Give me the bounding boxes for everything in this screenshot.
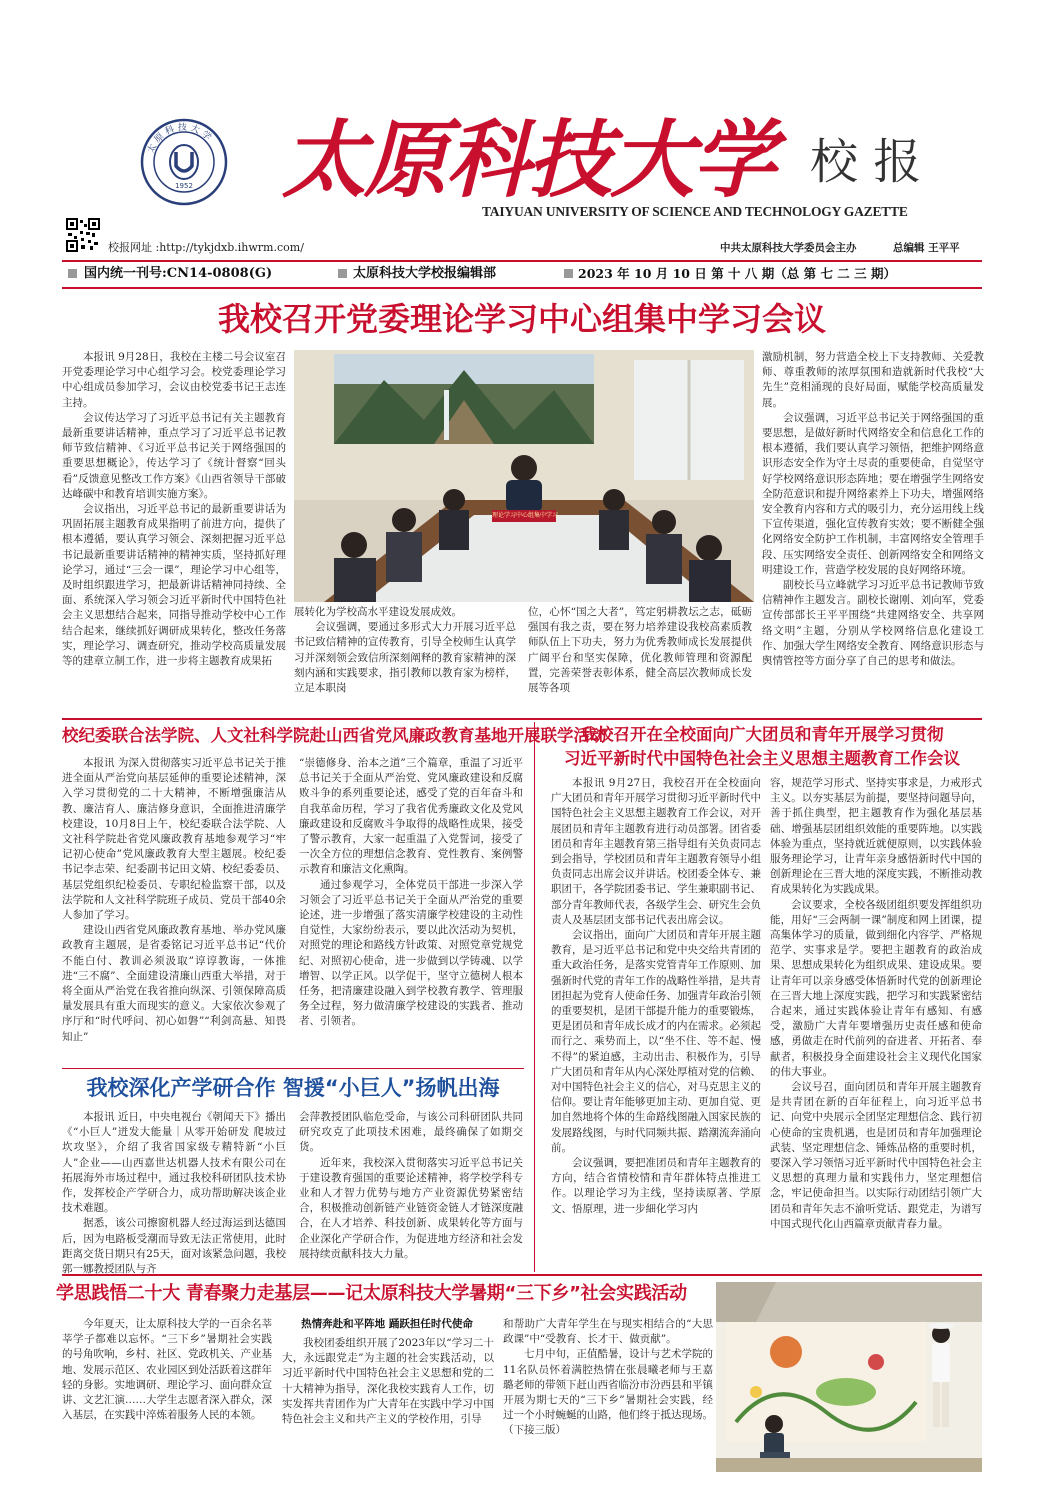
- section-divider: [62, 1274, 982, 1276]
- paragraph: 七月中旬，正值酷暑，设计与艺术学院的11名队员怀着满腔热情在张晨曦老师与王嘉璐老师的带领下赶山西省临汾市汾西县和平镇开展为期七天的“三下乡”暑期社会实践，经过一个小时蜿蜒的山路，他们终于抵达现场。（下接三版）: [503, 1348, 713, 1437]
- issue-date: 2023 年 10 月 10 日 第 十 八 期（总 第 七 二 三 期）: [578, 266, 897, 281]
- paragraph: 容，规范学习形式、坚持实事求是，力戒形式主义。以夯实基层为前提，要坚持问题导向，善于抓住典型，把主题教育作为强化基层基础、增强基层团组织效能的重要阵地。以实践体验为重点，坚持就近就便原则，以实践体验服务理论学习，让青年亲身感悟新时代中国的创新理论在三晋大地的深度实践，不断推动教育成果转化为实践成果。: [770, 777, 982, 896]
- article5-column-3: [503, 1317, 713, 1497]
- editorial-department: 太原科技大学校报编辑部: [353, 266, 497, 281]
- article3-column-1: [551, 776, 761, 1270]
- article2-column-2: [299, 756, 523, 1066]
- photo-banner-text: 理论学习中心组集中学习: [492, 512, 559, 519]
- sponsor-text: 中共太原科技大学委员会主办: [720, 242, 857, 254]
- article2-headline: 校纪委联合法学院、人文社科学院赴山西省党风廉政教育基地开展联学活动: [62, 726, 607, 745]
- paragraph: 会议强调，要通过多形式大力开展习近平总书记致信精神的宣传教育，引导全校师生认真学习并深刻领会致信所深刻阐释的教育家精神的深刻内涵和实践要求，指引教师以教育家为榜样，立足本职岗: [294, 621, 516, 695]
- article1-column-4: [762, 350, 984, 712]
- article3-headline-line-2: 习近平新时代中国特色社会主义思想主题教育工作会议: [564, 749, 960, 768]
- paragraph: 近年来，我校深入贯彻落实习近平总书记关于建设教育强国的重要论述精神，将学校学科专业和人才智力优势与地方产业资源优势紧密结合，积极推动创新链产业链资金链人才链深度融合，在人才培养、科技创新、成果转化等方面与企业深化产学研合作，为促进地方经济和社会发展持续贡献科技大力量。: [299, 1156, 523, 1260]
- chief-editor: 总编辑 王平平: [893, 242, 960, 254]
- meeting-room-photo: [294, 350, 754, 602]
- article5-column-1: [62, 1317, 272, 1497]
- bullet-square-icon: [564, 269, 573, 278]
- article4-column-2: [299, 1110, 523, 1270]
- paragraph: 本报讯 近日，中央电视台《朝闻天下》播出《“小巨人”迸发大能量｜从零开始研发 爬坡过坎攻坚》，介绍了我省国家级专精特新“小巨人”企业——山西嘉世达机器人技术有限公司在拓展海外市场过程中，通过我校科研团队技术协作，发挥校企产学研合力，成功帮助解决该企业技术难题。: [62, 1111, 286, 1215]
- paragraph: 我校团委组织开展了2023年以“学习二十大，永远跟党走”为主题的社会实践活动，以习近平新时代中国特色社会主义思想和党的二十大精神为指导，深化我校实践育人工作，切实发挥共青团作为广大青年在实践中学习中国特色社会主义和共产主义的学校作用，引导: [282, 1337, 494, 1426]
- paragraph: 副校长马立峰就学习习近平总书记教师节致信精神作主题发言。副校长谢刚、刘向军，党委宣传部部长王平平围绕“共建网络安全、共享网络文明”主题，分别从学校网络信息化建设工作、加强大学生网络安全教育、网络意识形态与舆情管控等方面分享了自己的思考和做法。: [762, 579, 984, 668]
- masthead-english-name: TAIYUAN UNIVERSITY OF SCIENCE AND TECHNOLOGY GAZETTE: [482, 204, 908, 219]
- column-divider: [534, 722, 535, 1272]
- paragraph: 会议传达学习了习近平总书记有关主题教育最新重要讲话精神，重点学习了习近平总书记教师节致信精神、《习近平总书记关于网络强国的重要思想概论》，传达学习了《统计督察“回头看”反馈意见整改工作方案》《山西省领导干部破达峰碳中和教育培训实施方案》。: [62, 411, 286, 500]
- paragraph: 会议强调，要把准团员和青年主题教育的方向，结合省情校情和青年群体特点推进工作。以理论学习为主线，坚持读原著、学原文、悟原理，进一步細化学习内: [551, 1157, 761, 1215]
- masthead-bottom-rule: [62, 287, 982, 289]
- paragraph: 展转化为学校高水平建设发展成效。: [294, 606, 462, 618]
- paragraph: 本报讯 9月27日，我校召开在全校面向广大团员和青年开展学习贯彻习近平新时代中国特色社会主义思想主题教育工作会议，对开展团员和青年主题教育进行动员部署。团省委团员和青年主题教育第三指导组有关负责同志到会指导，学校团员和青年主题教育领导小组负责同志出席会议并讲话。校团委全体专、兼职团干，各学院团委书记、学生兼职副书记、部分青年教师代表，各级学生会、研究生会负责人及基层团支部书记代表出席会议。: [551, 777, 761, 926]
- paragraph: 激励机制，努力营造全校上下支持教师、关爱教师、尊重教师的浓厚氛围和造就新时代我校“大先生”竞相涌现的良好局面，赋能学校高质量发展。: [762, 351, 984, 409]
- paragraph: 会议要求，全校各级团组织要发挥组织功能，用好“三会两制一课”制度和网上团课，提高集体学习的质量，做到细化内容学、严格规范学、实事求是学。要把主题教育的政治成果、思想成果转化为组织成果、建设成果。要让青年可以亲身感受体悟新时代党的创新理论在三晋大地上深度实践，把学习和实践紧密结合起来，通过实践体验让青年有感知、有感受，激励广大青年要增强历史责任感和使命感，勇做走在时代前列的奋进者、开拓者、奉献者，积极投身全面建设社会主义现代化国家的伟大事业。: [770, 898, 982, 1078]
- qr-code-icon: [66, 218, 100, 252]
- bullet-square-icon: [338, 269, 347, 278]
- paragraph: 据悉，该公司擦窗机器人经过海运到达德国后，因为电路板受潮而导致无法正常使用，此时距离交货日期只有25天，面对该紧急问题，我校郭一娜教授团队与齐: [62, 1217, 286, 1276]
- university-seal-logo: [140, 118, 228, 206]
- paragraph: 会议号召，面向团员和青年开展主题教育是共青团在新的百年征程上，向习近平总书记、向党中央展示全团坚定理想信念、践行初心使命的宝贵机遇，也是团员和青年加强理论武装、坚定理想信念、锤炼品格的重要时机，要深入学习领悟习近平新时代中国特色社会主义思想的真理力量和实践伟力，坚定理想信念，牢记使命担当。以实际行动团结引领广大团员和青年矢志不渝听党话、跟党走，为谱写中国式现代化山西篇章贡献青春力量。: [770, 1081, 982, 1230]
- paragraph: 本报讯 为深入贯彻落实习近平总书记关于推进全面从严治党向基层延伸的重要论述精神，深入学习贯彻党的二十大精神，不断增强廉洁从教、廉洁育人、廉洁修身意识，全面推进清廉学校建设，10月8日上午，校纪委联合法学院、人文社科学院赴省党风廉政教育基地参观学习“牢记初心使命”党风廉政教育大型主题展。校纪委书记李志荣、纪委副书记田文婧、校纪委委员、基层党组织纪检委员、专职纪检监察干部，以及法学院和人文社科学院班子成员、党员干部40余人参加了学习。: [62, 757, 286, 922]
- paragraph: 建设山西省党风廉政教育基地、举办党风廉政教育主题展，是省委铭记习近平总书记“代价不能白付、教训必须汲取”谆谆教诲，一体推进“三不腐”、全面建设清廉山西重大举措，对于将全面从严治党在我省推向纵深、引领保障高质量发展具有重大而现实的意义。大家依次参观了序厅和“时代呼问、初心如磐”“利剑高悬、知畏知止”: [62, 924, 286, 1043]
- paragraph: 会萍教授团队临危受命，与该公司科研团队共同研究攻克了此项技术困难，最终确保了如期交货。: [299, 1111, 523, 1154]
- seal-year: 1952: [175, 182, 193, 190]
- masthead-top-rule: [62, 260, 982, 262]
- gazette-label: 校 报: [810, 134, 922, 190]
- masthead: [0, 0, 1043, 300]
- article1-column-3: [528, 605, 752, 713]
- article4-headline: 我校深化产学研合作 智援“小巨人”扬帆出海: [86, 1076, 500, 1100]
- article2-column-1: [62, 756, 286, 1066]
- article1-column-1: [62, 350, 286, 710]
- paragraph: 本报讯 9月28日，我校在主楼二号会议室召开党委理论学习中心组学习会。校党委理论学习中心组成员参加学习，会议由校党委书记王志连主持。: [62, 351, 286, 409]
- paragraph: 位，心怀“国之大者”，笃定躬耕教坛之志，砥砺强国有我之责，要在努力培养建设我校高素质教师队伍上下功夫，努力为优秀教师成长发展提供广阔平台和坚实保障，优化教师管理和资源配置，完善荣誉表彰体系，健全高层次教师成长发展等各项: [528, 606, 752, 695]
- article3-column-2: [770, 776, 982, 1270]
- article5-headline: 学思践悟二十大 青春聚力走基层——记太原科技大学暑期“三下乡”社会实践活动: [56, 1283, 687, 1304]
- section-divider: [62, 718, 982, 720]
- article5-column-2: [282, 1336, 494, 1496]
- paragraph: 会议指出，面向广大团员和青年开展主题教育，是习近平总书记和党中央交给共青团的重大政治任务，是落实党管青年工作原则、加强新时代党的青年工作的战略性举措，是共青团担起为党育人使命任务、加强青年政治引领的重要契机，是团干部提升能力的重要锻炼，更是团员和青年成长成才的内在需求。必须起而行之、乘势而上，以“坐不住、等不起、慢不得”的紧迫感，主动出击、积极作为，引导广大团员和青年从内心深处厚植对党的信赖、对中国特色社会主义的信心，对马克思主义的信仰。要让青年能够更加主动、更加自觉、更加自然地将个体的生命路线图融入国家民族的发展路线图，与时代同频共振、踏潮流奔涌向前。: [551, 929, 761, 1154]
- article1-headline: 我校召开党委理论学习中心组集中学习会议: [217, 300, 826, 338]
- paragraph: 会议指出，习近平总书记的最新重要讲话为巩固拓展主题教育成果指明了前进方向，提供了根本遵循，要认真学习领会、深刻把握习近平总书记最新重要讲话精神的精神实质，坚持抓好理论学习，通过“三会一课”，理论学习中心组等，及时组织跟进学习，把最新讲话精神同持续、全面、系统深入学习领会习近平新时代中国特色社会主义思想结合起来，同指导推动学校中心工作结合起来，继续抓好调研成果转化，整改任务落实，理论学习、调查研究，推动学校高质量发展等的建章立制工作，进一步将主题教育成果拓: [62, 503, 286, 668]
- volunteers-mural-photo: [716, 1282, 982, 1472]
- paragraph: 和帮助广大青年学生在与现实相结合的“大思政课”中“受教育、长才干、做贡献”。: [503, 1318, 713, 1346]
- paragraph: 今年夏天，让太原科技大学的一百余名莘莘学子都难以忘怀。“三下乡”暑期社会实践的号角吹响，乡村、社区、党政机关、产业基地、发展示范区、农业园区到处活跃着这群年轻的身影。实地调研、理论学习、面向群众宣讲、文艺汇演……大学生志愿者深入群众，深入基层，在实践中淬炼着服务人民的本领。: [62, 1318, 272, 1422]
- issn-number: 国内统一刊号:CN14-0808(G): [84, 266, 273, 281]
- paragraph: 会议强调，习近平总书记关于网络强国的重要思想，是做好新时代网络安全和信息化工作的根本遵循，我们要认真学习领悟，把维护网络意识形态安全作为守土尽责的重要使命，自觉坚守好学校网络意识形态阵地；要在增强学生网络安全防范意识和提升网络素养上下功夫，增强网络安全教育内容和方式的吸引力，充分运用线上线下宣传渠道，强化宣传教育实效；要不断健全强化网络安全防护工作机制，丰富网络安全管理手段、压实网络安全责任、创新网络安全和网络文明建设工作，营造学校发展的良好网络环境。: [762, 411, 984, 576]
- seal-chinese-name: 太原科技大学: [146, 122, 215, 156]
- article4-column-1: [62, 1110, 286, 1276]
- bullet-square-icon: [68, 269, 77, 278]
- paragraph: “崇德修身、治本之道”三个篇章，重温了习近平总书记关于全面从严治党、党风廉政建设和反腐败斗争的系列重要论述，感受了党的百年奋斗和自我革命历程，学习了我省优秀廉政文化及党风廉政建设和反腐败斗争取得的战略性成果，接受了警示教育，大家一起重温了入党誓词，接受了一次全方位的理想信念教育、党性教育、案例警示教育和廉洁文化熏陶。: [299, 757, 523, 876]
- article3-headline-line-1: 我校召开在全校面向广大团员和青年开展学习贯彻: [580, 725, 944, 744]
- section-divider: [62, 1068, 524, 1069]
- paragraph: 通过参观学习，全体党员干部进一步深入学习领会了习近平总书记关于全面从严治党的重要论述，进一步增强了落实清廉学校建设的主动性自觉性，大家纷纷表示，要以此次活动为契机，对照党的理论和路线方针政策、对照党章党规党纪、对照初心使命，进一步做到以学铸魂、以学增智、以学正风。以学促干，坚守立德树人根本任务，把清廉建设融入到学校教育教学、管理服务全过程，努力做清廉学校建设的实践者、推动者、引领者。: [299, 878, 523, 1028]
- article5-subheading: 热情奔赴和平阵地 踊跃担任时代使命: [301, 1318, 473, 1330]
- info-bar: [62, 264, 982, 284]
- website-url: 校报网址 :http://tykjdxb.ihwrm.com/: [108, 241, 304, 254]
- article1-column-2: [294, 605, 516, 713]
- masthead-title: 太原科技大学: [282, 110, 775, 209]
